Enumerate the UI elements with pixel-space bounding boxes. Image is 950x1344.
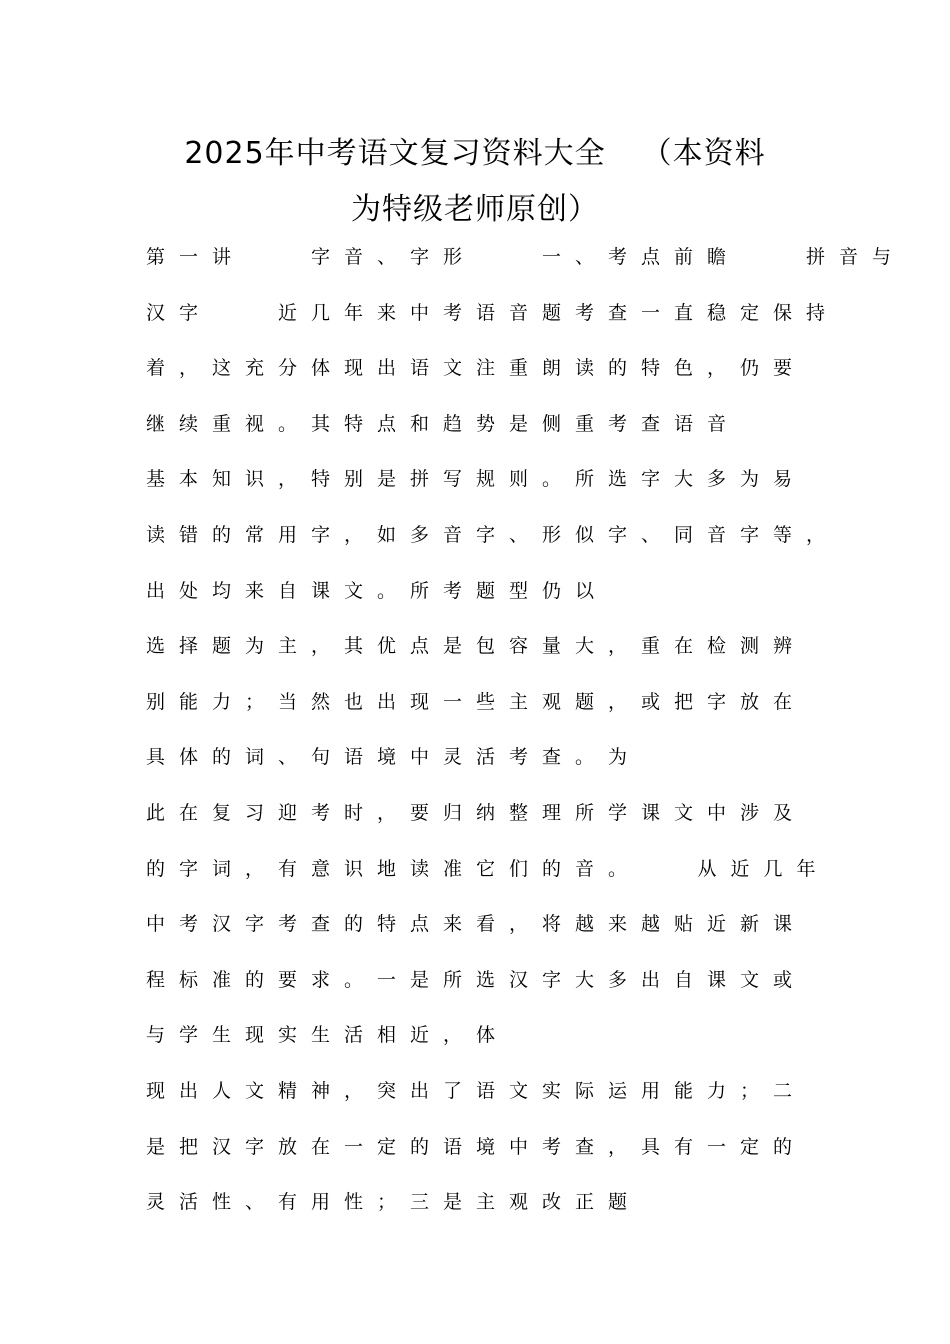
document-body [146,240,906,1241]
text-line: 着，这充分体现出语文注重朗读的特色，仍要 [146,357,807,380]
text-line: 别能力；当然也出现一些主观题，或把字放在 [146,690,807,713]
title-part-1: 2025年中考语文复习资料大全 [184,136,606,171]
text-line: 现出人文精神，突出了语文实际运用能力；二 [146,1079,807,1102]
document-title-line-1 [0,128,950,172]
text-line: 选择题为主，其优点是包容量大，重在检测辨 [146,635,807,658]
document-title-line-2: 为特级老师原创） [351,192,599,227]
text-line: 是把汉字放在一定的语境中考查，具有一定的 [146,1135,807,1158]
text-line: 程标准的要求。一是所选汉字大多出自课文或 [146,968,807,991]
text-line: 第一讲 字音、字形 一、考点前瞻 拼音与 [146,246,906,268]
text-line: 继续重视。其特点和趋势是侧重考查语音 [146,412,741,435]
text-line: 具体的词、句语境中灵活考查。为 [146,746,642,769]
text-line: 读错的常用字，如多音字、形似字、同音字等， [146,523,840,546]
text-line: 与学生现实生活相近，体 [146,1024,510,1047]
text-line: 出处均来自课文。所考题型仍以 [146,579,609,602]
text-line: 汉字 近几年来中考语音题考查一直稳定保持 [146,301,840,324]
title-part-2: （本资料 [641,136,766,171]
text-line: 中考汉字考查的特点来看，将越来越贴近新课 [146,913,807,936]
text-line: 的字词，有意识地读准它们的音。 从近几年 [146,857,830,880]
text-line: 灵活性、有用性；三是主观改正题 [146,1191,642,1214]
text-line: 此在复习迎考时，要归纳整理所学课文中涉及 [146,801,807,824]
text-line: 基本知识，特别是拼写规则。所选字大多为易 [146,468,807,491]
